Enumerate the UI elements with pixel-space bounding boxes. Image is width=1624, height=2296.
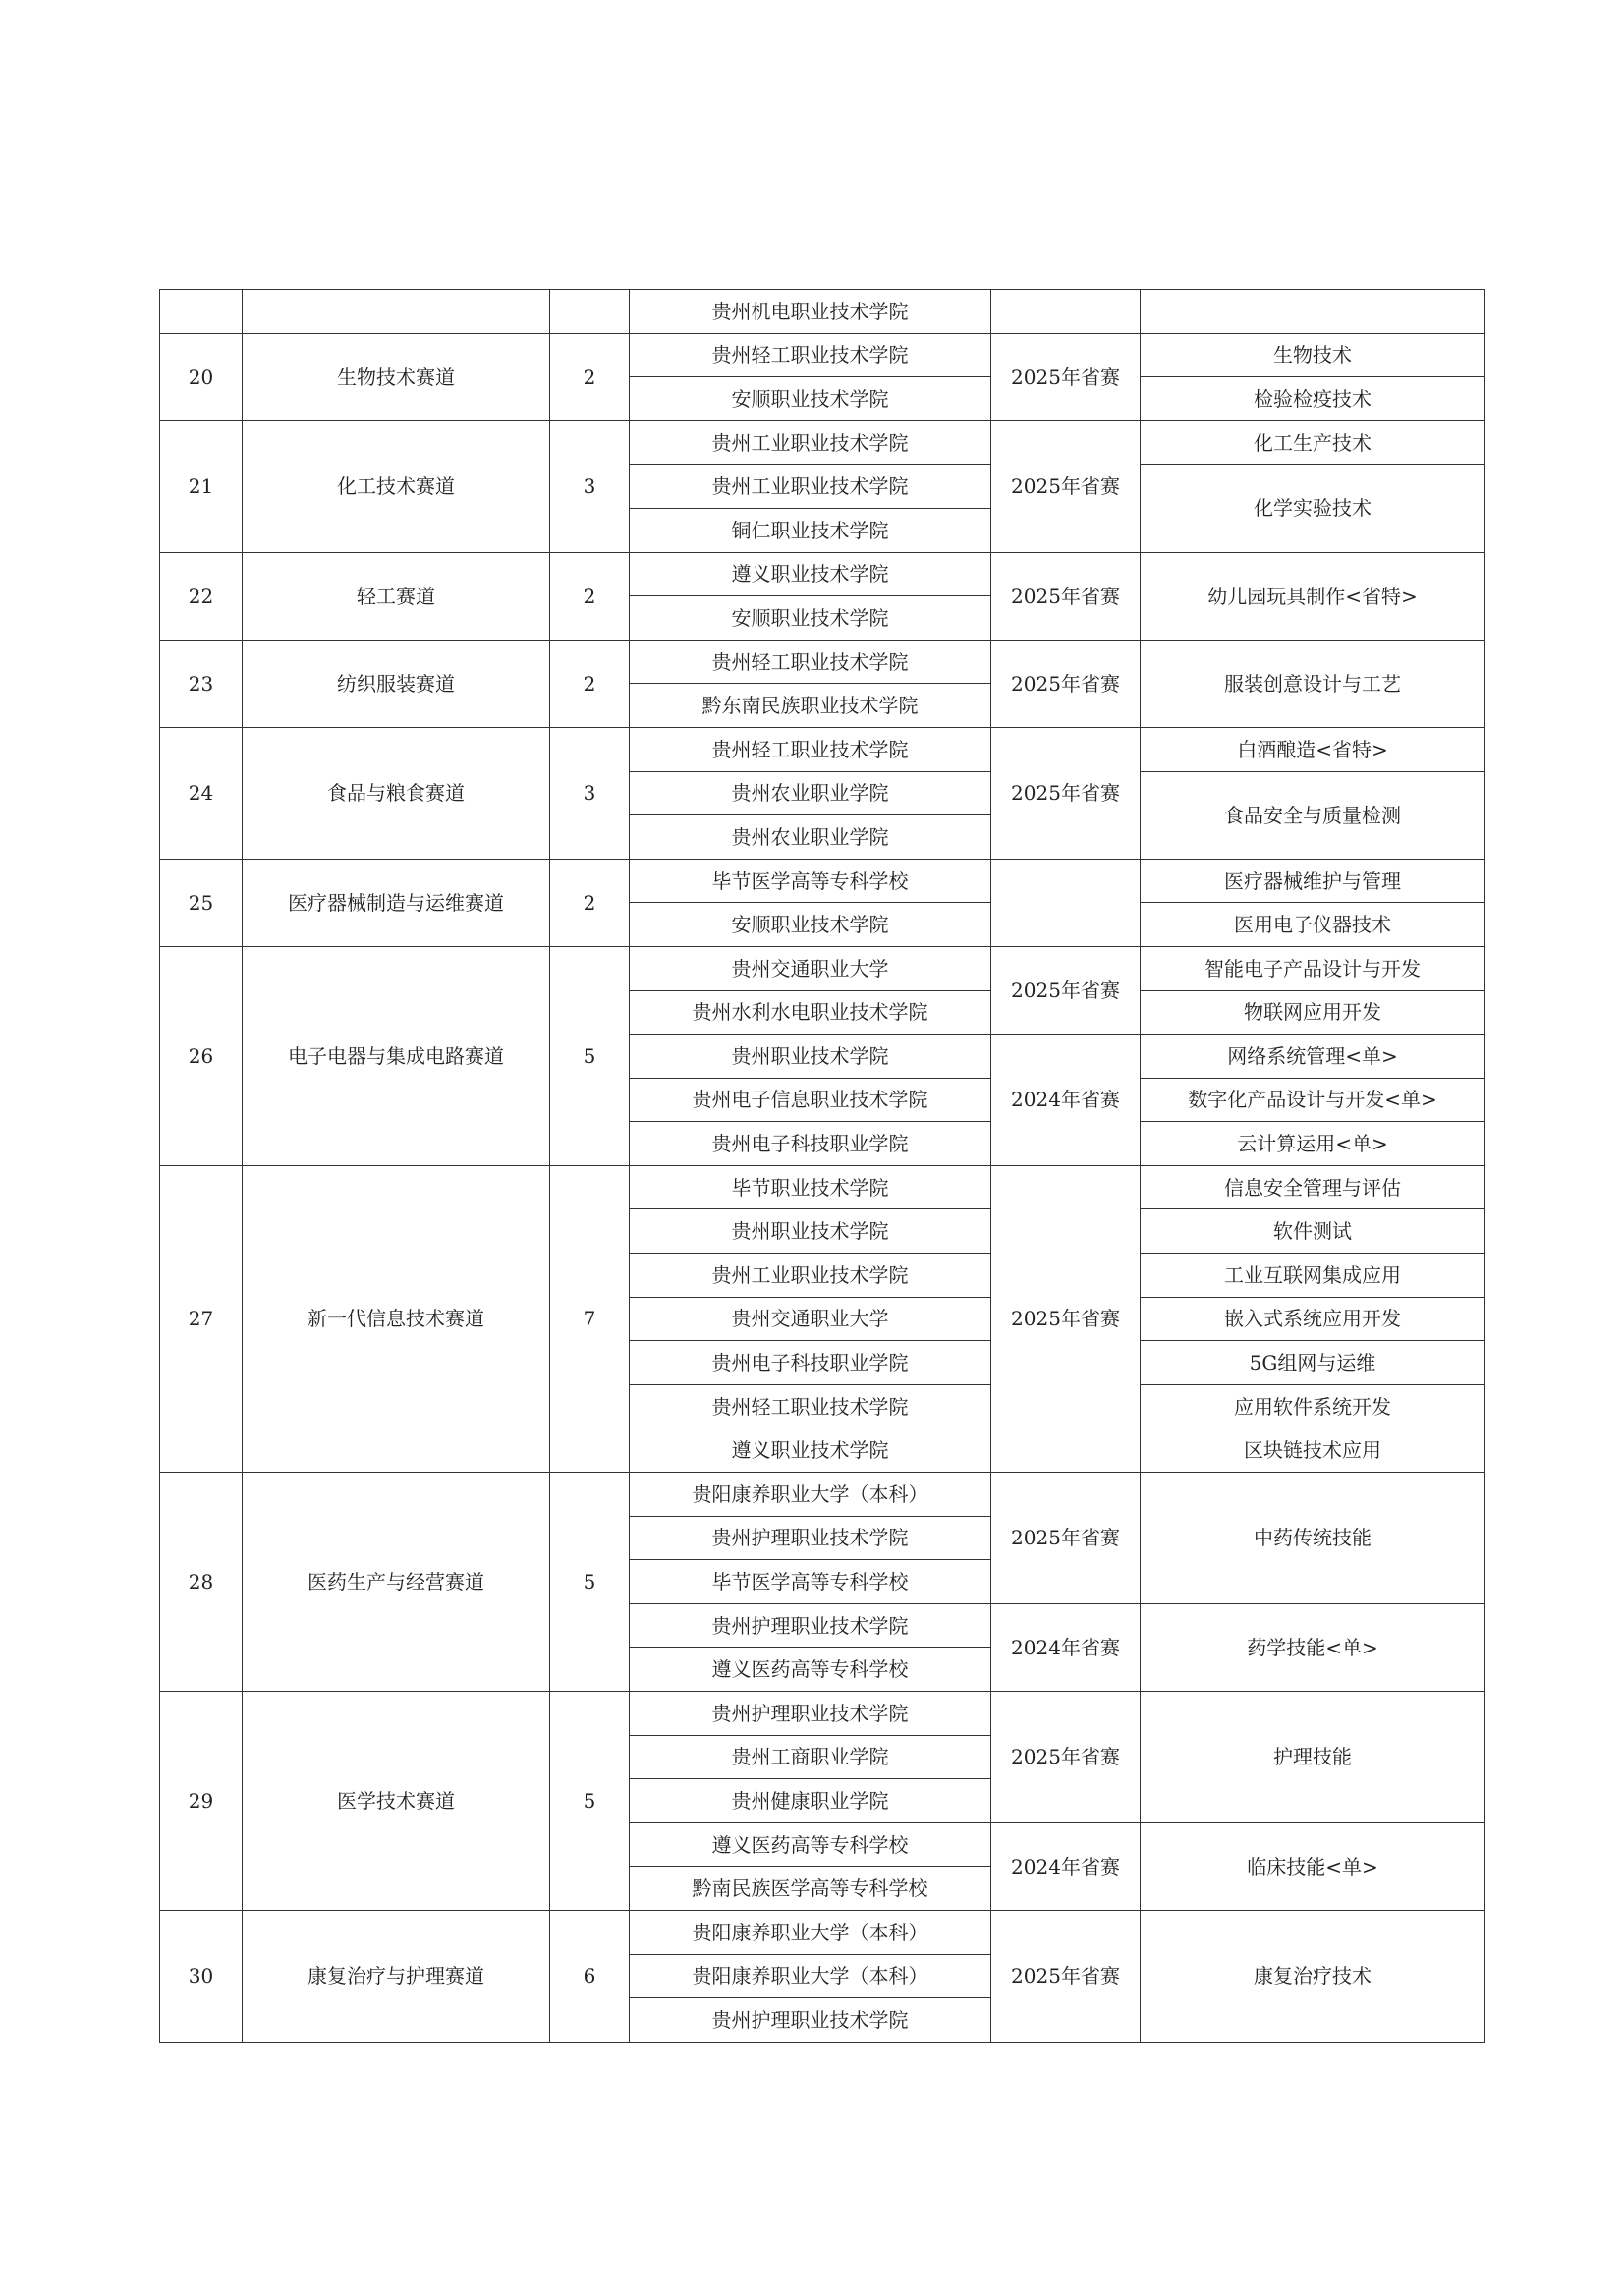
school-name: 遵义医药高等专科学校 <box>630 1648 991 1692</box>
school-name: 贵州护理职业技术学院 <box>630 1516 991 1560</box>
school-name: 安顺职业技术学院 <box>630 377 991 421</box>
project-name: 5G组网与运维 <box>1141 1341 1485 1385</box>
school-name: 安顺职业技术学院 <box>630 903 991 947</box>
project-name: 化学实验技术 <box>1141 465 1485 552</box>
table-row <box>160 333 1485 377</box>
row-number: 26 <box>160 946 243 1165</box>
competition-year: 2024年省赛 <box>991 1822 1141 1910</box>
school-name: 贵州水利水电职业技术学院 <box>630 990 991 1035</box>
team-count: 5 <box>550 1692 630 1911</box>
project-name: 食品安全与质量检测 <box>1141 771 1485 859</box>
project-name: 网络系统管理<单> <box>1141 1035 1485 1079</box>
competition-year <box>991 290 1141 334</box>
row-number: 21 <box>160 420 243 552</box>
project-name: 化工生产技术 <box>1141 420 1485 465</box>
project-name: 医用电子仪器技术 <box>1141 903 1485 947</box>
school-name: 遵义职业技术学院 <box>630 552 991 596</box>
school-name: 贵州工业职业技术学院 <box>630 1254 991 1298</box>
school-name: 贵阳康养职业大学（本科） <box>630 1954 991 1998</box>
competition-year: 2024年省赛 <box>991 1603 1141 1691</box>
project-name: 中药传统技能 <box>1141 1473 1485 1604</box>
table-row <box>160 1692 1485 1736</box>
track-name <box>243 290 550 334</box>
row-number: 29 <box>160 1692 243 1911</box>
school-name: 贵州轻工职业技术学院 <box>630 640 991 684</box>
team-count: 5 <box>550 946 630 1165</box>
table-row <box>160 946 1485 990</box>
table-row <box>160 290 1485 334</box>
school-name: 贵州交通职业大学 <box>630 1297 991 1341</box>
project-name: 医疗器械维护与管理 <box>1141 859 1485 903</box>
competition-year: 2025年省赛 <box>991 333 1141 420</box>
row-number: 20 <box>160 333 243 420</box>
project-name: 云计算运用<单> <box>1141 1122 1485 1166</box>
team-count: 2 <box>550 859 630 946</box>
track-name: 纺织服装赛道 <box>243 640 550 727</box>
competition-year: 2024年省赛 <box>991 1035 1141 1166</box>
project-name: 物联网应用开发 <box>1141 990 1485 1035</box>
track-name: 康复治疗与护理赛道 <box>243 1910 550 2042</box>
track-name: 医学技术赛道 <box>243 1692 550 1911</box>
school-name: 黔东南民族职业技术学院 <box>630 684 991 728</box>
team-count: 7 <box>550 1165 630 1472</box>
school-name: 安顺职业技术学院 <box>630 596 991 641</box>
team-count: 2 <box>550 640 630 727</box>
team-count: 2 <box>550 552 630 640</box>
competition-year: 2025年省赛 <box>991 640 1141 727</box>
project-name: 护理技能 <box>1141 1692 1485 1823</box>
school-name: 遵义职业技术学院 <box>630 1428 991 1473</box>
row-number: 24 <box>160 727 243 859</box>
project-name: 白酒酿造<省特> <box>1141 727 1485 771</box>
table-row <box>160 552 1485 596</box>
school-name: 铜仁职业技术学院 <box>630 508 991 552</box>
row-number: 25 <box>160 859 243 946</box>
row-number: 22 <box>160 552 243 640</box>
table-row <box>160 727 1485 771</box>
row-number: 23 <box>160 640 243 727</box>
track-name: 医药生产与经营赛道 <box>243 1473 550 1692</box>
team-count <box>550 290 630 334</box>
school-name: 贵阳康养职业大学（本科） <box>630 1473 991 1517</box>
project-name: 应用软件系统开发 <box>1141 1384 1485 1428</box>
table-row <box>160 1165 1485 1209</box>
project-name: 幼儿园玩具制作<省特> <box>1141 552 1485 640</box>
project-name: 数字化产品设计与开发<单> <box>1141 1078 1485 1122</box>
row-number <box>160 290 243 334</box>
school-name: 贵州农业职业学院 <box>630 815 991 860</box>
competition-year: 2025年省赛 <box>991 1692 1141 1823</box>
school-name: 贵州轻工职业技术学院 <box>630 727 991 771</box>
team-count: 2 <box>550 333 630 420</box>
competition-year: 2025年省赛 <box>991 1910 1141 2042</box>
project-name: 康复治疗技术 <box>1141 1910 1485 2042</box>
school-name: 贵州轻工职业技术学院 <box>630 333 991 377</box>
competition-table <box>159 289 1485 2043</box>
track-name: 化工技术赛道 <box>243 420 550 552</box>
project-name: 检验检疫技术 <box>1141 377 1485 421</box>
project-name: 区块链技术应用 <box>1141 1428 1485 1473</box>
row-number: 27 <box>160 1165 243 1472</box>
table-row <box>160 859 1485 903</box>
project-name: 嵌入式系统应用开发 <box>1141 1297 1485 1341</box>
school-name: 贵州职业技术学院 <box>630 1035 991 1079</box>
table-row <box>160 1473 1485 1517</box>
competition-year <box>991 859 1141 946</box>
track-name: 轻工赛道 <box>243 552 550 640</box>
school-name: 毕节医学高等专科学校 <box>630 859 991 903</box>
project-name: 软件测试 <box>1141 1209 1485 1254</box>
school-name: 贵州职业技术学院 <box>630 1209 991 1254</box>
row-number: 30 <box>160 1910 243 2042</box>
competition-year: 2025年省赛 <box>991 1165 1141 1472</box>
school-name: 贵州轻工职业技术学院 <box>630 1384 991 1428</box>
school-name: 贵州交通职业大学 <box>630 946 991 990</box>
track-name: 新一代信息技术赛道 <box>243 1165 550 1472</box>
table-row <box>160 420 1485 465</box>
project-name: 生物技术 <box>1141 333 1485 377</box>
track-name: 食品与粮食赛道 <box>243 727 550 859</box>
school-name: 贵州电子科技职业学院 <box>630 1122 991 1166</box>
project-name: 临床技能<单> <box>1141 1822 1485 1910</box>
school-name: 贵州护理职业技术学院 <box>630 1603 991 1648</box>
project-name: 服装创意设计与工艺 <box>1141 640 1485 727</box>
school-name: 贵州农业职业学院 <box>630 771 991 815</box>
project-name: 工业互联网集成应用 <box>1141 1254 1485 1298</box>
table-row <box>160 1910 1485 1954</box>
school-name: 贵阳康养职业大学（本科） <box>630 1910 991 1954</box>
school-name: 贵州工商职业学院 <box>630 1735 991 1779</box>
team-count: 5 <box>550 1473 630 1692</box>
competition-year: 2025年省赛 <box>991 420 1141 552</box>
school-name: 遵义医药高等专科学校 <box>630 1822 991 1867</box>
school-name: 贵州工业职业技术学院 <box>630 465 991 509</box>
school-name: 贵州护理职业技术学院 <box>630 1692 991 1736</box>
project-name <box>1141 290 1485 334</box>
team-count: 6 <box>550 1910 630 2042</box>
row-number: 28 <box>160 1473 243 1692</box>
track-name: 医疗器械制造与运维赛道 <box>243 859 550 946</box>
school-name: 贵州护理职业技术学院 <box>630 1998 991 2043</box>
competition-year: 2025年省赛 <box>991 1473 1141 1604</box>
school-name: 贵州健康职业学院 <box>630 1779 991 1823</box>
school-name: 毕节医学高等专科学校 <box>630 1560 991 1604</box>
school-name: 贵州电子信息职业技术学院 <box>630 1078 991 1122</box>
school-name: 贵州机电职业技术学院 <box>630 290 991 334</box>
competition-year: 2025年省赛 <box>991 552 1141 640</box>
school-name: 毕节职业技术学院 <box>630 1165 991 1209</box>
team-count: 3 <box>550 727 630 859</box>
table-row <box>160 640 1485 684</box>
team-count: 3 <box>550 420 630 552</box>
competition-year: 2025年省赛 <box>991 946 1141 1034</box>
school-name: 黔南民族医学高等专科学校 <box>630 1867 991 1911</box>
project-name: 信息安全管理与评估 <box>1141 1165 1485 1209</box>
school-name: 贵州工业职业技术学院 <box>630 420 991 465</box>
school-name: 贵州电子科技职业学院 <box>630 1341 991 1385</box>
project-name: 智能电子产品设计与开发 <box>1141 946 1485 990</box>
track-name: 生物技术赛道 <box>243 333 550 420</box>
project-name: 药学技能<单> <box>1141 1603 1485 1691</box>
track-name: 电子电器与集成电路赛道 <box>243 946 550 1165</box>
competition-year: 2025年省赛 <box>991 727 1141 859</box>
